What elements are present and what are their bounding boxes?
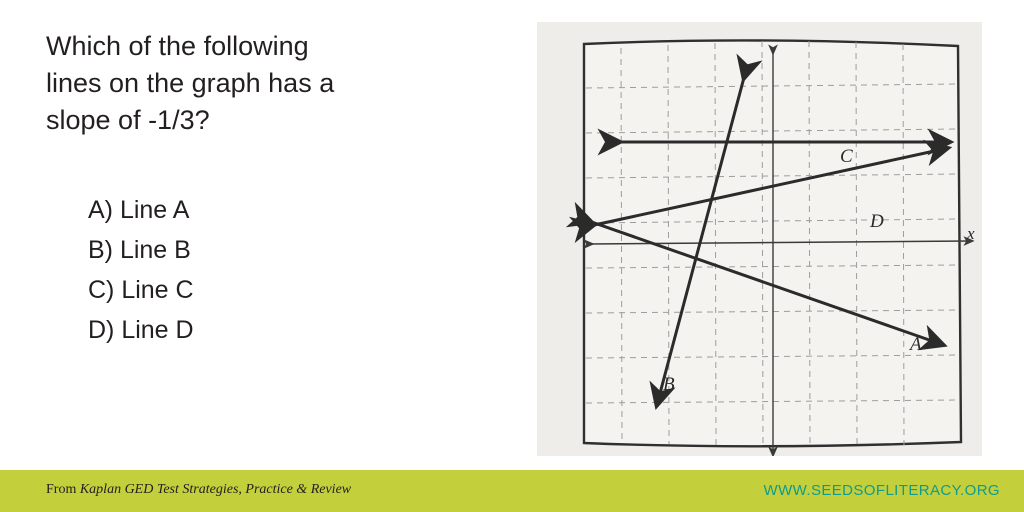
answer-choice-c[interactable]: C) Line C [88,276,194,304]
graph-photo [537,22,982,456]
website-link[interactable]: WWW.SEEDSOFLITERACY.ORG [763,482,1000,499]
source-title: Kaplan GED Test Strategies, Practice & Review [79,482,352,497]
line-label-d: D [870,211,884,232]
source-credit [46,481,351,498]
answer-choice-b[interactable]: B) Line B [88,236,191,264]
line-label-a: A [910,334,922,355]
question-line-3: slope of -1/3? [46,105,210,135]
coordinate-graph-figure [537,22,982,456]
line-label-b: B [663,374,675,395]
footer-bar [0,470,1024,512]
x-axis-label: x [967,224,975,243]
answer-choice-a[interactable]: A) Line A [88,196,190,224]
answer-choices [88,190,428,350]
answer-choice-d[interactable]: D) Line D [88,316,194,344]
source-prefix: From [46,482,80,497]
line-label-c: C [840,146,853,167]
question-line-2: lines on the graph has a [46,68,335,98]
graph-photo-inner [537,22,982,456]
question-line-1: Which of the following [46,31,309,61]
question-block [46,28,476,139]
